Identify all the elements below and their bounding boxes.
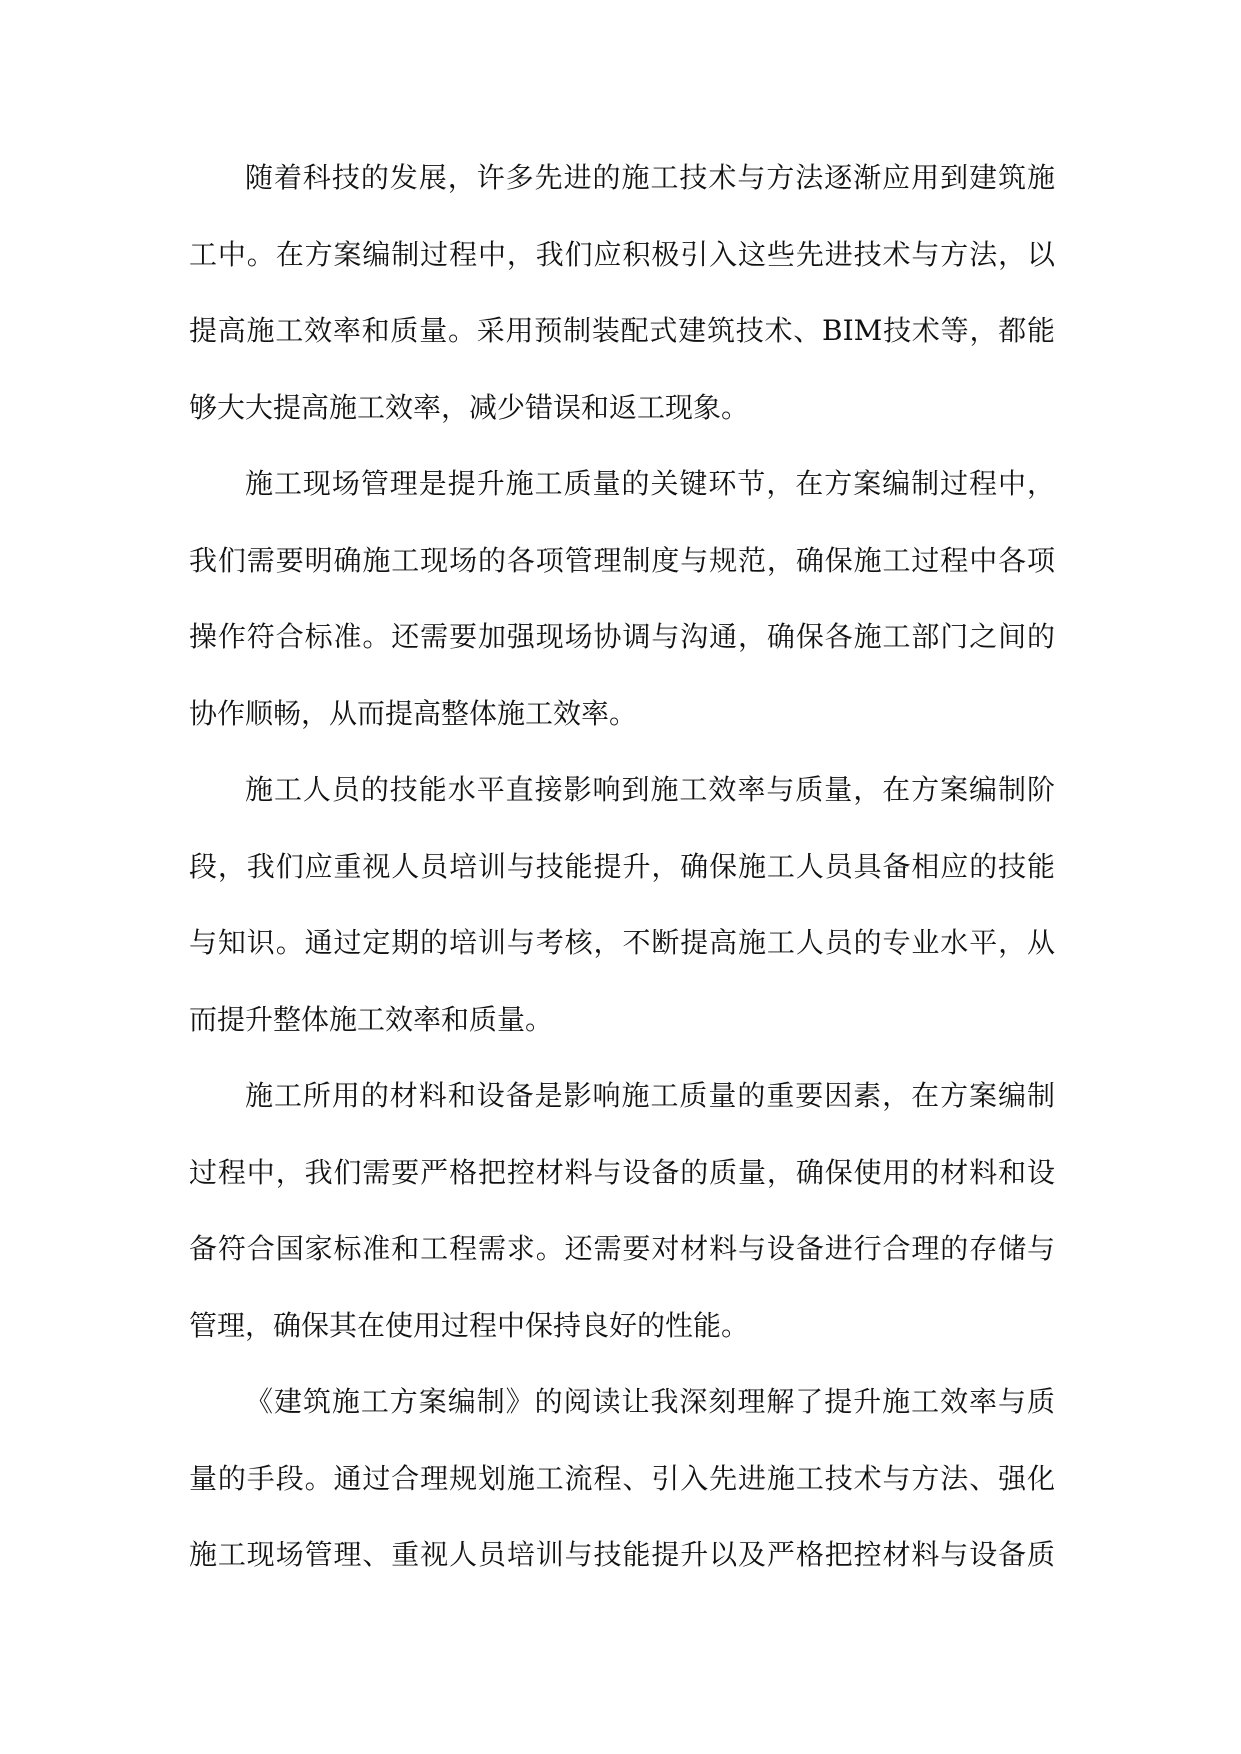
- paragraph-line: 与知识。通过定期的培训与考核，不断提高施工人员的专业水平，从: [189, 926, 1055, 959]
- paragraph-line: 我们需要明确施工现场的各项管理制度与规范，确保施工过程中各项: [189, 543, 1055, 577]
- paragraph-line: 工中。在方案编制过程中，我们应积极引入这些先进技术与方法，以: [189, 237, 1055, 271]
- paragraph-line: 操作符合标准。还需要加强现场协调与沟通，确保各施工部门之间的: [189, 620, 1055, 653]
- paragraph-1: [189, 140, 1055, 446]
- paragraph-line: 施工现场管理、重视人员培训与技能提升以及严格把控材料与设备质: [189, 1538, 1055, 1571]
- paragraph-4: [189, 1058, 1055, 1364]
- paragraph-line: 够大大提高施工效率，减少错误和返工现象。: [189, 390, 750, 424]
- paragraph-line: 随着科技的发展，许多先进的施工技术与方法逐渐应用到建筑施: [245, 161, 1055, 194]
- paragraph-line: 段，我们应重视人员培训与技能提升，确保施工人员具备相应的技能: [189, 849, 1055, 883]
- paragraph-line: 而提升整体施工效率和质量。: [189, 1002, 554, 1036]
- paragraph-line: 施工人员的技能水平直接影响到施工效率与质量，在方案编制阶: [245, 773, 1055, 806]
- paragraph-line: 量的手段。通过合理规划施工流程、引入先进施工技术与方法、强化: [189, 1461, 1055, 1495]
- paragraph-line: 管理，确保其在使用过程中保持良好的性能。: [189, 1308, 750, 1342]
- paragraph-line: 过程中，我们需要严格把控材料与设备的质量，确保使用的材料和设: [189, 1155, 1055, 1189]
- paragraph-line: 施工所用的材料和设备是影响施工质量的重要因素，在方案编制: [245, 1079, 1055, 1112]
- paragraph-2: [189, 446, 1055, 752]
- document-body: [189, 140, 1055, 1594]
- paragraph-line: 备符合国家标准和工程需求。还需要对材料与设备进行合理的存储与: [189, 1232, 1055, 1265]
- paragraph-line: 《建筑施工方案编制》的阅读让我深刻理解了提升施工效率与质: [245, 1385, 1055, 1418]
- paragraph-3: [189, 752, 1055, 1058]
- paragraph-5: [189, 1364, 1055, 1594]
- paragraph-line: 施工现场管理是提升施工质量的关键环节，在方案编制过程中，: [245, 467, 1055, 500]
- paragraph-line: 协作顺畅，从而提高整体施工效率。: [189, 696, 638, 730]
- paragraph-line: 提高施工效率和质量。采用预制装配式建筑技术、BIM技术等，都能: [189, 314, 1055, 347]
